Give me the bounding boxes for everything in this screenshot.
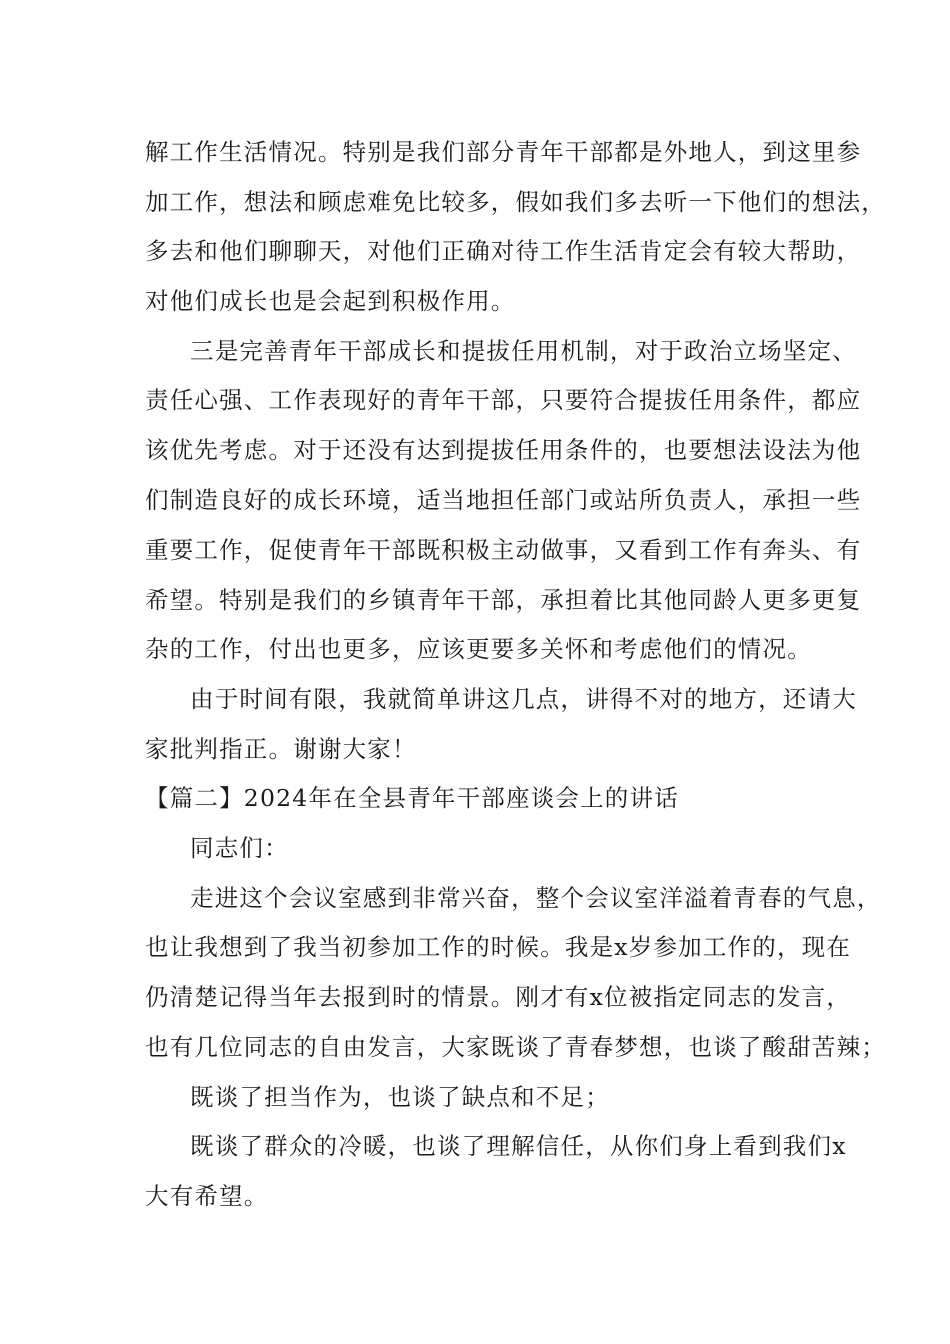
section-heading: 【篇二】2024年在全县青年干部座谈会上的讲话 <box>145 784 679 812</box>
text-line: 杂的工作，付出也更多，应该更要多关怀和考虑他们的情况。 <box>145 635 812 663</box>
text-line: 也有几位同志的自由发言，大家既谈了青春梦想，也谈了酸甜苦辣； <box>145 1033 886 1061</box>
text-line: 责任心强、工作表现好的青年干部，只要符合提拔任用条件，都应 <box>145 386 862 414</box>
text-line: 仍清楚记得当年去报到时的情景。刚才有x位被指定同志的发言， <box>145 983 852 1011</box>
paragraph-start-line: 既谈了群众的冷暖，也谈了理解信任，从你们身上看到我们x <box>190 1132 847 1160</box>
text-line: 们制造良好的成长环境，适当地担任部门或站所负责人，承担一些 <box>145 486 862 514</box>
paragraph-start-line: 既谈了担当作为，也谈了缺点和不足； <box>190 1083 610 1111</box>
text-line: 多去和他们聊聊天，对他们正确对待工作生活肯定会有较大帮助， <box>145 237 862 265</box>
salutation: 同志们： <box>190 834 289 862</box>
text-line: 希望。特别是我们的乡镇青年干部，承担着比其他同龄人更多更复 <box>145 586 862 614</box>
paragraph-start-line: 由于时间有限，我就简单讲这几点，讲得不对的地方，还请大 <box>190 685 857 713</box>
text-line: 解工作生活情况。特别是我们部分青年干部都是外地人，到这里参 <box>145 138 862 166</box>
text-line: 大有希望。 <box>145 1182 269 1210</box>
text-line: 重要工作，促使青年干部既积极主动做事，又看到工作有奔头、有 <box>145 536 862 564</box>
text-line: 也让我想到了我当初参加工作的时候。我是x岁参加工作的，现在 <box>145 933 852 961</box>
paragraph-start-line: 三是完善青年干部成长和提拔任用机制，对于政治立场坚定、 <box>190 337 857 365</box>
text-line: 家批判指正。谢谢大家！ <box>145 735 417 763</box>
text-line: 加工作，想法和顾虑难免比较多，假如我们多去听一下他们的想法， <box>145 188 886 216</box>
paragraph-start-line: 走进这个会议室感到非常兴奋，整个会议室洋溢着青春的气息， <box>190 884 882 912</box>
text-line: 该优先考虑。对于还没有达到提拔任用条件的，也要想法设法为他 <box>145 436 862 464</box>
text-line: 对他们成长也是会起到积极作用。 <box>145 287 516 315</box>
